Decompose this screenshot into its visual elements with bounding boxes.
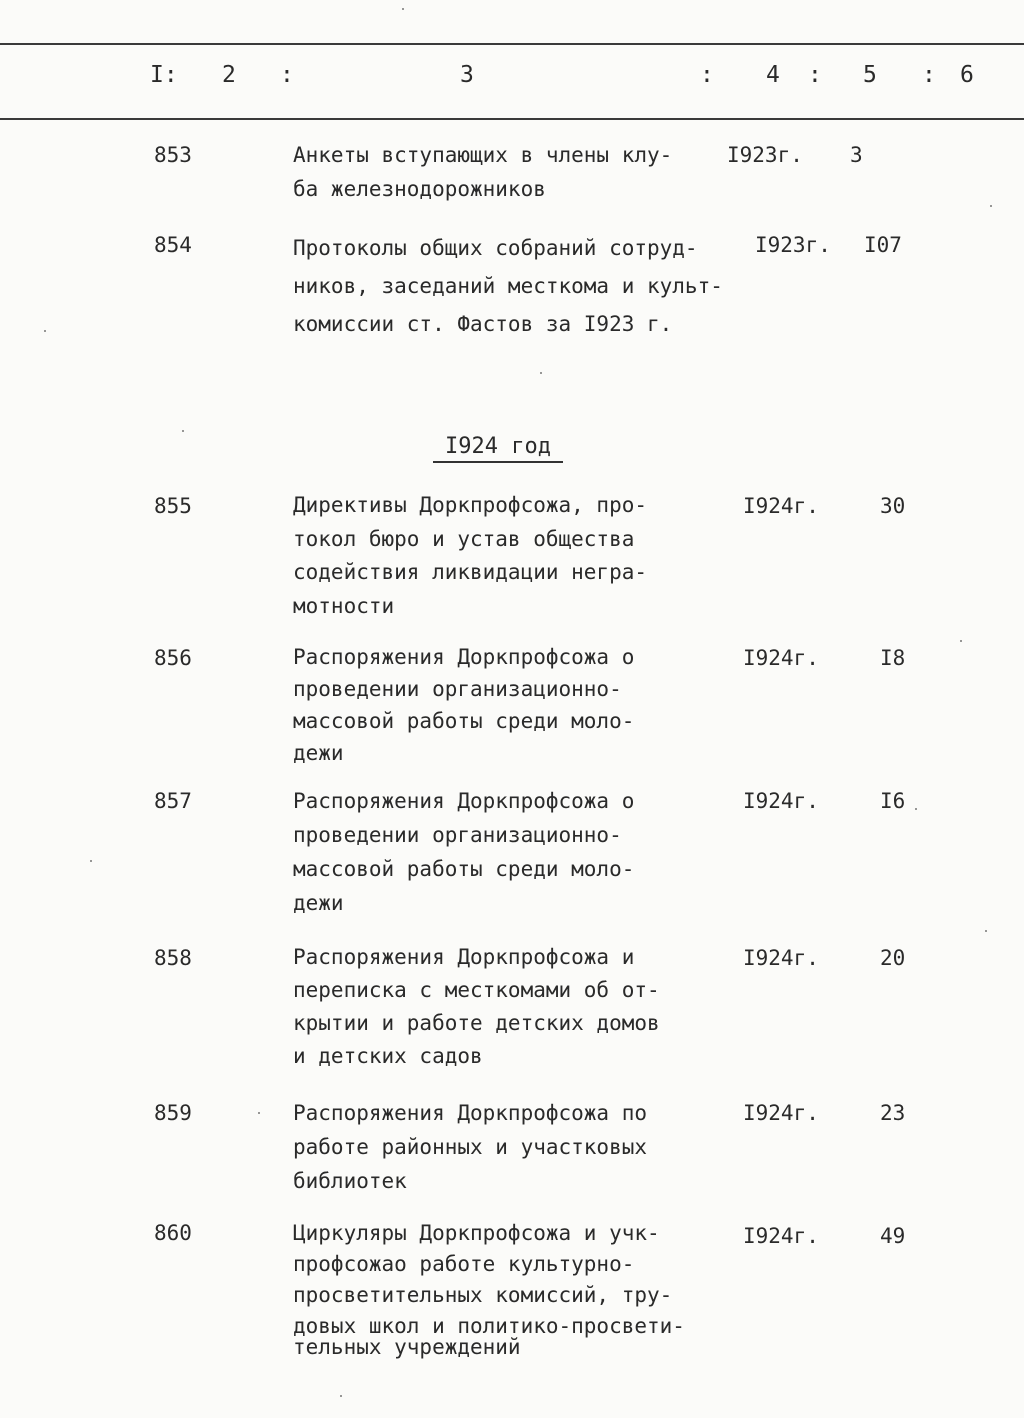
header-sep4: : — [922, 62, 936, 88]
header-col3: 3 — [460, 62, 474, 88]
record-year: I924г. — [743, 789, 819, 813]
record-pages: 30 — [880, 494, 906, 518]
record-title-line: ба железнодорожников — [293, 176, 546, 201]
record-title — [293, 139, 672, 206]
record-title-line: переписка с месткомами об от- — [293, 978, 660, 1002]
header-bottom-rule — [0, 118, 1024, 120]
header-col6: 6 — [960, 62, 974, 88]
record-pages: I8 — [880, 646, 906, 670]
record-number: 859 — [154, 1101, 192, 1125]
record-title-line: ников, заседаний месткома и культ- — [293, 274, 723, 298]
record-number: 855 — [154, 494, 192, 518]
scan-speck — [258, 1112, 260, 1114]
record-title-line: и детских садов — [293, 1044, 483, 1068]
header-sep2: : — [700, 62, 714, 88]
record-title-line: дежи — [293, 891, 344, 915]
record-title-line: крытии и работе детских домов — [293, 1011, 660, 1035]
record-title — [293, 229, 723, 343]
record-pages: 49 — [880, 1224, 906, 1248]
scan-speck — [340, 1395, 342, 1397]
record-number: 857 — [154, 789, 192, 813]
record-title-line: профсожао работе культурно- — [293, 1252, 635, 1276]
record-number: 858 — [154, 946, 192, 970]
record-year: I923г. — [755, 233, 831, 257]
record-title — [293, 641, 634, 769]
scan-speck — [90, 860, 92, 862]
record-pages: 20 — [880, 946, 906, 970]
record-number: 860 — [154, 1221, 192, 1245]
scan-speck — [402, 8, 404, 10]
record-title-line: токол бюро и устав общества — [293, 526, 635, 551]
header-sep3: : — [808, 62, 822, 88]
record-title-line: комиссии ст. Фастов за I923 г. — [293, 312, 673, 336]
record-number: 853 — [154, 143, 192, 167]
header-col5: 5 — [863, 62, 877, 88]
record-title-line: просветительных комиссий, тру- — [293, 1283, 673, 1307]
scan-speck — [990, 205, 992, 207]
record-title-line: проведении организационно- — [293, 823, 622, 847]
record-year: I924г. — [743, 1101, 819, 1125]
record-title-line: массовой работы среди моло- — [293, 857, 635, 881]
record-title-line: довых школ и политико-просвети- — [293, 1314, 685, 1338]
record-title-line: Распоряжения Доркпрофсожа и — [293, 945, 635, 969]
record-title — [293, 784, 634, 920]
record-title-line: дежи — [293, 741, 344, 765]
scan-speck — [182, 430, 184, 432]
record-title — [293, 941, 660, 1073]
scan-speck — [44, 330, 46, 332]
record-title-line: Директивы Доркпрофсожа, про- — [293, 493, 648, 517]
record-title-line: Анкеты вступающих в члены клу- — [293, 143, 673, 167]
section-title: I924 год — [433, 434, 563, 463]
record-title — [293, 489, 647, 623]
record-number: 854 — [154, 233, 192, 257]
record-year: I924г. — [743, 494, 819, 518]
header-col4: 4 — [766, 62, 780, 88]
record-title-line: тельных учреждений — [293, 1335, 521, 1359]
record-year: I924г. — [743, 646, 819, 670]
record-title — [293, 1218, 685, 1363]
record-title — [293, 1096, 647, 1198]
scan-speck — [960, 640, 962, 642]
record-title-line: массовой работы среди моло- — [293, 709, 635, 733]
record-title-line: Протоколы общих собраний сотруд- — [293, 236, 698, 260]
record-title-line: Циркуляры Доркпрофсожа и учк- — [293, 1221, 660, 1245]
record-pages: I07 — [864, 233, 902, 257]
header-col1: I: — [150, 62, 178, 88]
scan-speck — [985, 930, 987, 932]
header-col2: 2 — [222, 62, 236, 88]
record-title-line: содействия ликвидации негра- — [293, 560, 648, 584]
record-title-line: мотности — [293, 593, 395, 618]
record-title-line: работе районных и участковых — [293, 1135, 648, 1159]
record-pages: I6 — [880, 789, 906, 813]
record-title-line: Распоряжения Доркпрофсожа о — [293, 789, 635, 813]
record-number: 856 — [154, 646, 192, 670]
scan-speck — [915, 808, 917, 810]
header-top-rule — [0, 43, 1024, 45]
record-year: I924г. — [743, 1224, 819, 1248]
record-year: I923г. — [727, 143, 803, 167]
scan-speck — [540, 372, 542, 374]
record-title-line: Распоряжения Доркпрофсожа о — [293, 645, 635, 669]
header-sep1: : — [280, 62, 294, 88]
record-title-line: Распоряжения Доркпрофсожа по — [293, 1101, 648, 1125]
record-title-line: библиотек — [293, 1169, 407, 1193]
record-pages: 3 — [850, 143, 863, 167]
record-year: I924г. — [743, 946, 819, 970]
record-title-line: проведении организационно- — [293, 677, 622, 701]
record-pages: 23 — [880, 1101, 906, 1125]
